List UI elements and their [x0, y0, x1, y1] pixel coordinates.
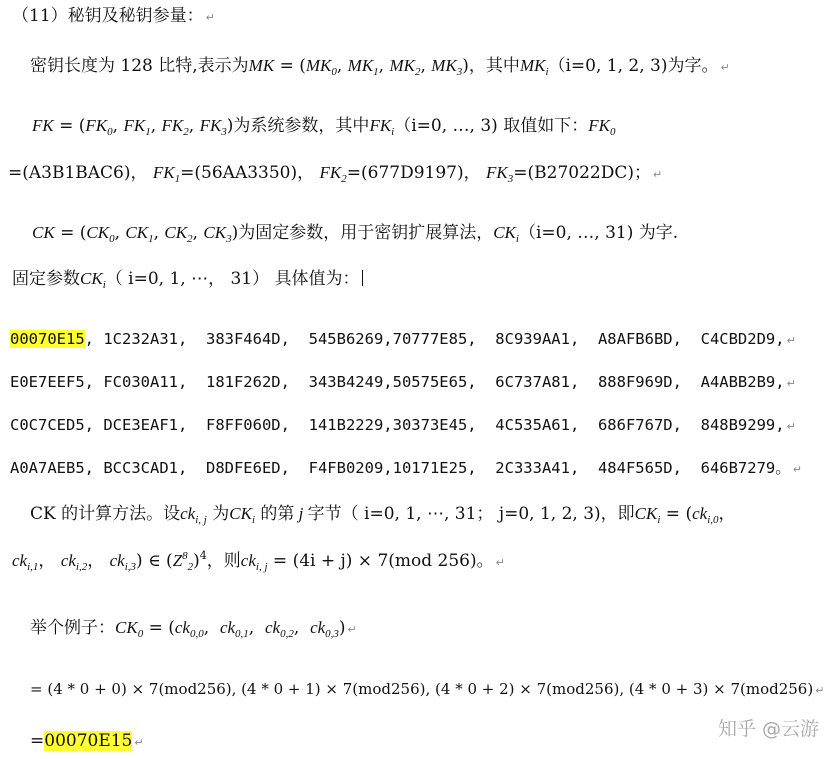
fk-3-symbol: $FK_3$: [486, 163, 514, 185]
mk-part-3: $MK_3$: [431, 56, 463, 78]
example-expansion: [30, 678, 824, 702]
mk-tail: （i=0, 1, 2, 3)为字。: [548, 56, 719, 76]
paragraph-mark-icon: ↵: [134, 736, 144, 749]
calc-text: ): [193, 551, 200, 571]
fk-symbol: FK: [32, 116, 54, 135]
mk-line: 密钥长度为 128 比特,表示为MK = ($MK_0$, $MK_1$, $MK_2$, $MK_3$)，其中$MK_i(i=0$, 1, 2, 3)为字。 ↵: [30, 56, 730, 78]
ck-value: A4ABB2B9: [700, 373, 776, 391]
ck-value: 1C232A31: [103, 330, 178, 348]
ck-value: 50575E65: [392, 373, 468, 391]
ck-value: A0A7AEB5: [10, 459, 85, 477]
ck-value: A8AFB6BD: [597, 330, 673, 348]
ck-eq: = (: [54, 223, 87, 243]
calc-CK-i: $CK_i$: [229, 504, 255, 526]
fk-value-2: =(677D9197)，: [346, 163, 481, 183]
ck-value: 888F969D: [597, 373, 673, 391]
calc-line-1: [30, 503, 736, 525]
ck-fixed-symbol: $CK_i$: [80, 269, 106, 291]
ck-part-0: $CK_0$: [86, 223, 115, 245]
ck-tail: （i=0, …, 31) 为字.: [518, 223, 679, 243]
fk-0-symbol: $FK_0$: [588, 116, 616, 138]
fk-value-1: =(56AA3350)，: [180, 163, 315, 183]
ck-value-highlighted: 00070E15: [10, 330, 85, 348]
example-ck03: $ck_{0,3}$: [310, 618, 339, 640]
ck-line: CK = ($CK_0$, $CK_1$, $CK_2$, $CK_3$)为固定参数，用于密钥扩展算法，$CK_i(i=0$, …, 31) 为字.: [32, 223, 679, 245]
calc-pow: 4: [199, 549, 207, 562]
ck-value: 646B7279: [700, 459, 776, 477]
mk-prefix: 密钥长度为 128 比特,表示为: [30, 56, 249, 76]
ck-value: 70777E85: [392, 330, 468, 348]
fk-line: FK = ($FK_0$, $FK_1$, $FK_2$, $FK_3$)为系统参数，其中$FK_i(i=0$, …, 3) 取值如下：$FK_0$: [32, 116, 616, 138]
fk-2-symbol: $FK_2$: [319, 163, 347, 185]
fk-part-1: $FK_1$: [123, 116, 151, 138]
ck-i-symbol: $CK_i$: [493, 223, 519, 245]
paragraph-mark-icon: ↵: [786, 420, 796, 433]
paragraph-mark-icon: ↵: [347, 623, 357, 636]
paragraph-mark-icon: ↵: [205, 11, 215, 24]
example-eq: = (: [143, 618, 175, 638]
ck-value: 2C333A41: [495, 459, 570, 477]
calc-ck-i2: $ck_{i,2}$: [60, 551, 88, 573]
calc-text: CK 的计算方法。设: [30, 504, 181, 524]
calc-text: 字节（ i=0, 1, ⋯, 31； j=0, 1, 2, 3)，即: [307, 504, 635, 524]
ck-value: 141B2229: [308, 416, 384, 434]
calc-text: 为: [206, 504, 230, 524]
result-value-highlighted: 00070E15: [44, 731, 133, 751]
calc-text: ) ∈ (: [136, 551, 173, 571]
ck-value: 4C535A61: [495, 416, 570, 434]
ck-value: D8DFE6ED: [205, 459, 281, 477]
calc-ck-ij-2: $ck_{i, j}$: [240, 551, 268, 573]
example-line: 举个例子：$CK_0 = (ck_{0,0}$, $ck_{0,1}$, $ck_{0,2}$, $ck_{0,3}$) ↵: [30, 618, 357, 640]
example-ck01: $ck_{0,1}$: [219, 618, 249, 640]
calc-CK-i-2: $CK_i$: [634, 504, 661, 526]
paragraph-mark-icon: ↵: [792, 463, 802, 476]
ck-values-row-2: C0C7CED5, DCE3EAF1, F8FF060D, 141B2229,30373E45, 4C535A61, 686F767D, 848B9299, ↵: [10, 416, 796, 434]
ck-value: C4CBD2D9: [700, 330, 776, 348]
paragraph-mark-icon: ↵: [495, 556, 505, 569]
fk-part-3: $FK_3$: [199, 116, 227, 138]
ck-value: 383F464D: [205, 330, 281, 348]
ck-value: E0E7EEF5: [10, 373, 85, 391]
result-eq: =: [30, 731, 45, 751]
heading-text: （11）秘钥及秘钥参量：: [12, 6, 204, 26]
calc-formula: = (4i + j) × 7(mod 256)。: [267, 551, 494, 571]
ck-values-row-1: E0E7EEF5, FC030A11, 181F262D, 343B4249,50575E65, 6C737A81, 888F969D, A4ABB2B9, ↵: [10, 373, 796, 391]
paragraph-mark-icon: ↵: [652, 168, 663, 181]
ck-mid: )为固定参数，用于密钥扩展算法，: [231, 223, 494, 243]
calc-text: = (: [660, 504, 693, 524]
ck-value: 545B6269: [308, 330, 384, 348]
calc-j: j: [294, 504, 308, 523]
calc-text: 的第: [255, 504, 295, 524]
section-heading: [12, 5, 215, 29]
calc-ck-i1: $ck_{i,1}$: [12, 551, 39, 573]
paragraph-mark-icon: ↵: [786, 377, 796, 390]
calc-line-2: $ck_{i,1}$， $ck_{i,2}$， $ck_{i,3}$) ∈ $(Z^8_2)^4$，则$ck_{i, j} = (4i + j) \times 7(mod$ 256)。 ↵: [12, 549, 505, 573]
expansion-text: = (4 * 0 + 0) × 7(mod256), (4 * 0 + 1) × 7(mod256), (4 * 0 + 2) × 7(mod256), (4 * 0 + 3) × 7(mod256): [30, 680, 814, 698]
ck-value: 30373E45: [392, 416, 468, 434]
watermark: 知乎 @云游: [717, 718, 819, 740]
calc-text: ，则: [206, 551, 241, 571]
ck-part-1: $CK_1$: [125, 223, 154, 245]
fk-i-symbol: $FK_i$: [369, 116, 395, 138]
calc-ck-ij: $ck_{i, j}$: [180, 504, 207, 526]
ck-value: 10171E25: [392, 459, 468, 477]
fk-values-line: [8, 162, 662, 186]
ck-value: DCE3EAF1: [103, 416, 178, 434]
text-cursor: [362, 270, 363, 286]
mk-part-0: $MK_0$: [305, 56, 337, 78]
ck-value: FC030A11: [103, 373, 178, 391]
ck-part-2: $CK_2$: [164, 223, 193, 245]
example-ck00: $ck_{0,0}$: [174, 618, 204, 640]
fk-value-3: =(B27022DC)；: [513, 163, 651, 183]
fk-part-2: $FK_2$: [161, 116, 189, 138]
ck-values-row-3: A0A7AEB5, BCC3CAD1, D8DFE6ED, F4FB0209,10171E25, 2C333A41, 484F565D, 646B7279。 ↵: [10, 459, 802, 477]
fk-eq: = (: [53, 116, 86, 136]
example-label: 举个例子：: [30, 618, 115, 638]
mk-part-2: $MK_2$: [389, 56, 421, 78]
ck-value: 686F767D: [597, 416, 673, 434]
example-close: ): [338, 618, 346, 638]
ck-part-3: $CK_3$: [203, 223, 232, 245]
ck-values-row-0: 00070E15, 1C232A31, 383F464D, 545B6269,70777E85, 8C939AA1, A8AFB6BD, C4CBD2D9, ↵: [10, 330, 796, 348]
ck-value: 484F565D: [597, 459, 673, 477]
example-result: [30, 730, 144, 754]
calc-ck-i0: $ck_{i,0}$: [692, 504, 719, 526]
mk-close: )，其中: [462, 56, 520, 76]
ck-value: 848B9299: [700, 416, 776, 434]
ck-value: F4FB0209: [308, 459, 384, 477]
ck-value: F8FF060D: [205, 416, 281, 434]
ck-fixed-tail: （ i=0, 1, ⋯， 31） 具体值为：: [105, 269, 360, 289]
ck-value: 8C939AA1: [495, 330, 570, 348]
ck-value: BCC3CAD1: [103, 459, 178, 477]
paragraph-mark-icon: ↵: [815, 684, 825, 697]
example-CK0: $CK_0$: [115, 618, 144, 640]
fk-tail: （i=0, …, 3) 取值如下：: [394, 116, 589, 136]
fk-value-0: =(A3B1BAC6)，: [8, 163, 148, 183]
mk-i-symbol: $MK_i$: [519, 56, 549, 78]
ck-value: 6C737A81: [495, 373, 570, 391]
ck-value: 181F262D: [205, 373, 281, 391]
ck-value: 343B4249: [308, 373, 384, 391]
ck-fixed-line: [12, 268, 363, 290]
paragraph-mark-icon: ↵: [720, 61, 730, 74]
calc-ck-i3: $ck_{i,3}$: [109, 551, 137, 573]
paragraph-mark-icon: ↵: [786, 334, 796, 347]
fk-1-symbol: $FK_1$: [152, 163, 181, 185]
ck-symbol: CK: [32, 223, 55, 242]
example-ck02: $ck_{0,2}$: [265, 618, 294, 640]
fk-mid: )为系统参数，其中: [226, 116, 370, 136]
ck-fixed-prefix: 固定参数: [12, 269, 80, 289]
calc-text: ，: [718, 504, 736, 524]
mk-symbol: MK: [248, 56, 275, 75]
calc-Z: $Z^8_2$: [172, 550, 194, 573]
mk-part-1: $MK_1$: [347, 56, 379, 78]
mk-eq: = (: [274, 56, 306, 76]
ck-value: C0C7CED5: [10, 416, 85, 434]
fk-part-0: $FK_0$: [85, 116, 113, 138]
